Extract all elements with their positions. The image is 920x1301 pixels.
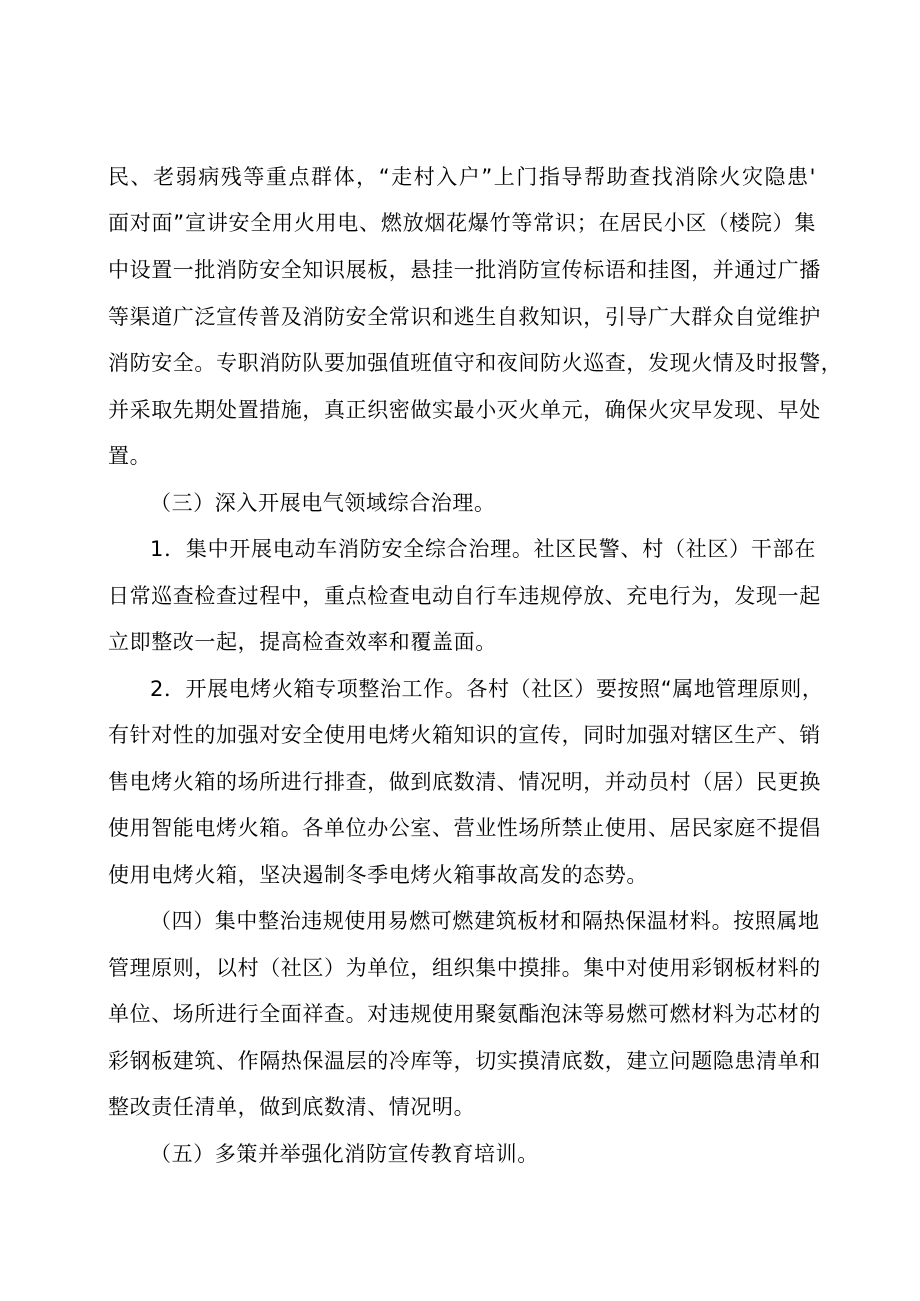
text-line: 使用电烤火箱，坚决遏制冬季电烤火箱事故高发的态势。 [108,863,648,887]
text-line: 1．集中开展电动车消防安全综合治理。社区民警、村（社区）干部在 [150,537,816,561]
text-line: 面对面”宣讲安全用火用电、燃放烟花爆竹等常识；在居民小区（楼院）集 [108,211,816,235]
text-line: 售电烤火箱的场所进行排查，做到底数清、情况明，并动员村（居）民更换 [108,770,821,794]
text-line: 单位、场所进行全面祥查。对违规使用聚氨酯泡沫等易燃可燃材料为芯材的 [108,1002,821,1026]
text-line: 等渠道广泛宣传普及消防安全常识和逃生自救知识，引导广大群众自觉维护 [108,305,821,329]
text-line: 置。 [108,444,152,468]
text-line: 管理原则，以村（社区）为单位，组织集中摸排。集中对使用彩钢板材料的 [108,956,821,980]
text-line: （四）集中整治违规使用易燃可燃建筑板材和隔热保温材料。按照属地 [150,909,820,933]
text-line: 中设置一批消防安全知识展板，悬挂一批消防宣传标语和挂图，并通过广播 [108,258,821,282]
text-line: 民、老弱病残等重点群体，“走村入户”上门指导帮助查找消除火灾隐患' [108,165,816,189]
text-line: 立即整改一起，提高检查效率和覆盖面。 [108,630,497,654]
text-line: 整改责任清单，做到底数清、情况明。 [108,1095,476,1119]
text-line: 日常巡查检查过程中，重点检查电动自行车违规停放、充电行为，发现一起 [108,584,821,608]
text-line: 使用智能电烤火箱。各单位办公室、营业性场所禁止使用、居民家庭不提倡 [108,816,821,840]
text-line: 有针对性的加强对安全使用电烤火箱知识的宣传，同时加强对辖区生产、销 [108,723,821,747]
text-line: 消防安全。专职消防队要加强值班值守和夜间防火巡查，发现火情及时报警， [108,351,843,375]
text-line: 彩钢板建筑、作隔热保温层的冷库等，切实摸清底数，建立问题隐患清单和 [108,1049,821,1073]
text-line: 并采取先期处置措施，真正织密做实最小灭火单元，确保火灾早发现、早处 [108,398,821,422]
section-heading-5: （五）多策并举强化消防宣传教育培训。 [150,1142,539,1166]
section-heading-3: （三）深入开展电气领域综合治理。 [150,491,496,515]
text-line: 2．开展电烤火箱专项整治工作。各村（社区）要按照“属地管理原则， [150,677,824,701]
